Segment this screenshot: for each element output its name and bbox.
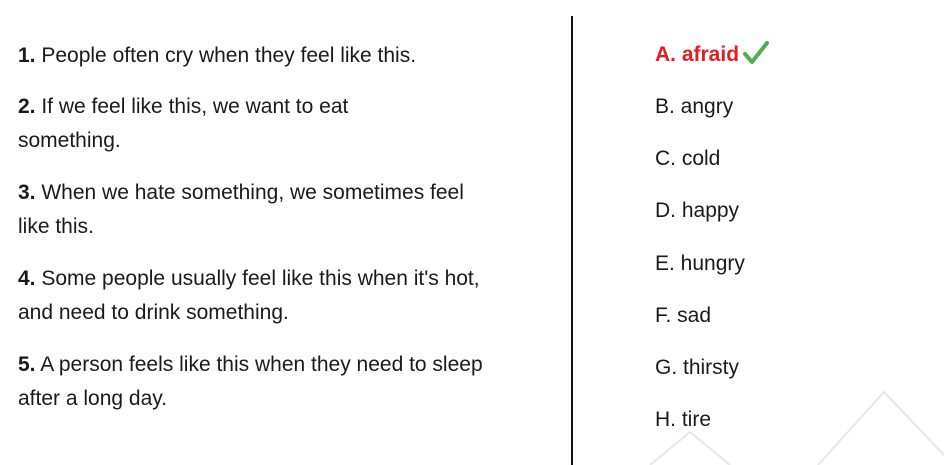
option-label: C. cold xyxy=(655,147,721,170)
question-text: A person feels like this when they need to sleep after a long day. xyxy=(18,353,483,410)
option-label: F. sad xyxy=(655,304,712,327)
option-label: E. hungry xyxy=(655,252,745,275)
option-label: G. thirsty xyxy=(655,356,740,379)
question-number: 1. xyxy=(18,44,36,67)
question-number: 3. xyxy=(18,181,36,204)
option-label: B. angry xyxy=(655,95,734,118)
question-number: 2. xyxy=(18,95,36,118)
question-number: 5. xyxy=(18,353,36,376)
option-label: D. happy xyxy=(655,199,740,222)
question-text: Some people usually feel like this when it's hot, and need to drink something. xyxy=(18,267,480,324)
question-text: If we feel like this, we want to eat something. xyxy=(18,95,349,152)
option-label: A. afraid xyxy=(655,43,740,66)
question-text: When we hate something, we sometimes feel like this. xyxy=(18,181,464,238)
question-number: 4. xyxy=(18,267,36,290)
option-label: H. tire xyxy=(655,408,712,431)
question-text: People often cry when they feel like this. xyxy=(35,44,417,67)
